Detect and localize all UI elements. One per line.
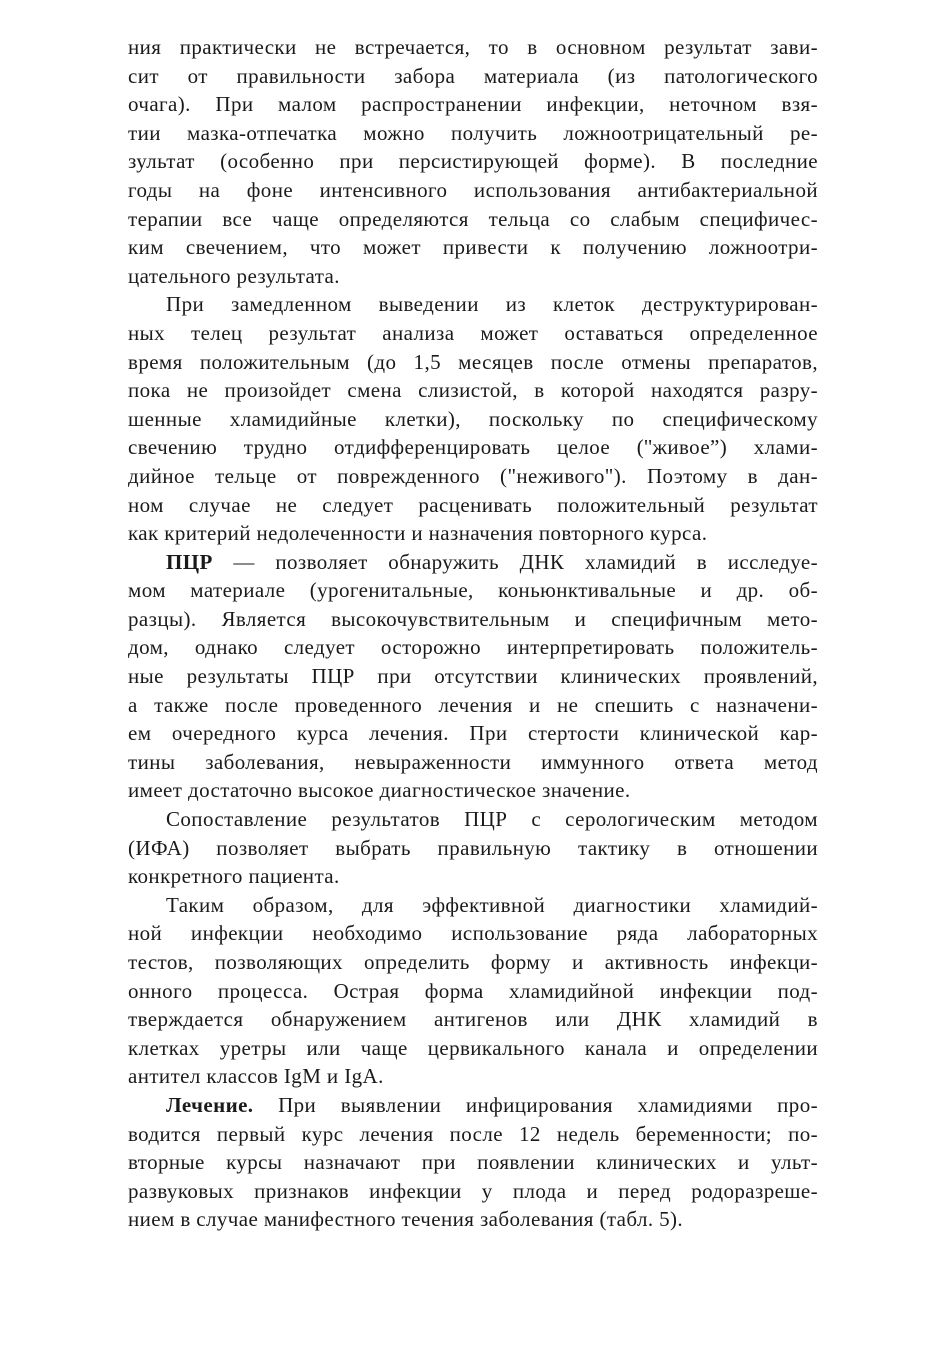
text-line: вторные курсы назначают при появлении клинических и ульт-	[128, 1150, 818, 1175]
text-line: тверждается обнаружением антигенов или ДНК хламидий в	[128, 1007, 818, 1032]
text-line: зультат (особенно при персистирующей форме). В последние	[128, 149, 818, 174]
text-line: клетках уретры или чаще цервикального канала и определении	[128, 1035, 818, 1060]
text-line: дом, однако следует осторожно интерпретировать положитель-	[128, 635, 818, 660]
text-line: годы на фоне интенсивного использования антибактериальной	[128, 177, 818, 202]
text-line: тины заболевания, невыраженности иммунного ответа метод	[128, 749, 818, 774]
term-heading: ПЦР	[166, 549, 213, 574]
text-line: нием в случае манифестного течения заболевания (табл. 5).	[128, 1207, 684, 1232]
text-line: ной инфекции необходимо использование ряда лабораторных	[128, 921, 818, 946]
text-fragment: При выявлении инфицирования хламидиями про-	[253, 1092, 818, 1117]
paragraph	[128, 290, 818, 547]
text-line: терапии все чаще определяются тельца со слабым специфичес-	[128, 206, 818, 231]
text-line: При замедленном выведении из клеток деструктурирован-	[166, 292, 818, 317]
text-line: конкретного пациента.	[128, 864, 340, 889]
text-line: имеет достаточно высокое диагностическое значение.	[128, 778, 631, 803]
text-line	[128, 548, 818, 577]
text-line: мом материале (урогенитальные, коньюнктивальные и др. об-	[128, 578, 818, 603]
term-heading: Лечение.	[166, 1092, 254, 1117]
text-line: антител классов IgM и IgA.	[128, 1064, 384, 1089]
text-line: (ИФА) позволяет выбрать правильную тактику в отношении	[128, 835, 818, 860]
text-line: сит от правильности забора материала (из патологического	[128, 63, 818, 88]
text-line: ким свечением, что может привести к получению ложноотри-	[128, 235, 818, 260]
text-line: тии мазка-отпечатка можно получить ложноотрицательный ре-	[128, 120, 818, 145]
text-line	[128, 1091, 818, 1120]
text-line: развуковых признаков инфекции у плода и перед родоразреше-	[128, 1178, 818, 1203]
paragraph	[128, 33, 818, 290]
text-line: онного процесса. Острая форма хламидийной инфекции под-	[128, 978, 818, 1003]
text-line: дийное тельце от поврежденного ("неживого"). Поэтому в дан-	[128, 463, 818, 488]
text-line: шенные хламидийные клетки), поскольку по специфическому	[128, 406, 818, 431]
paragraph	[128, 805, 818, 891]
text-line: водится первый курс лечения после 12 недель беременности; по-	[128, 1121, 818, 1146]
text-line: разцы). Является высокочувствительным и специфичным мето-	[128, 606, 818, 631]
text-line: ных телец результат анализа может оставаться определенное	[128, 320, 818, 345]
body-text	[128, 33, 818, 1234]
text-line: как критерий недолеченности и назначения повторного курса.	[128, 521, 708, 546]
text-line: Сопоставление результатов ПЦР с серологическим методом	[166, 807, 818, 832]
paragraph	[128, 548, 818, 805]
text-line: очага). При малом распространении инфекции, неточном взя-	[128, 92, 818, 117]
text-fragment: — позволяет обнаружить ДНК хламидий в исследуе-	[212, 549, 818, 574]
text-line: а также после проведенного лечения и не спешить с назначени-	[128, 692, 818, 717]
paragraph	[128, 891, 818, 1091]
text-line: ном случае не следует расценивать положительный результат	[128, 492, 818, 517]
text-line: Таким образом, для эффективной диагностики хламидий-	[166, 892, 818, 917]
paragraph	[128, 1091, 818, 1234]
text-line: ния практически не встречается, то в основном результат зави-	[128, 35, 818, 59]
text-line: ем очередного курса лечения. При стертости клинической кар-	[128, 721, 818, 746]
text-line: пока не произойдет смена слизистой, в которой находятся разру-	[128, 378, 818, 403]
text-line: ные результаты ПЦР при отсутствии клинических проявлений,	[128, 664, 818, 689]
text-line: тестов, позволяющих определить форму и активность инфекци-	[128, 950, 818, 974]
text-line: время положительным (до 1,5 месяцев после отмены препаратов,	[128, 349, 818, 374]
text-line: свечению трудно отдифференцировать целое (''живое”) хлами-	[128, 435, 818, 460]
text-line: цательного результата.	[128, 263, 340, 288]
